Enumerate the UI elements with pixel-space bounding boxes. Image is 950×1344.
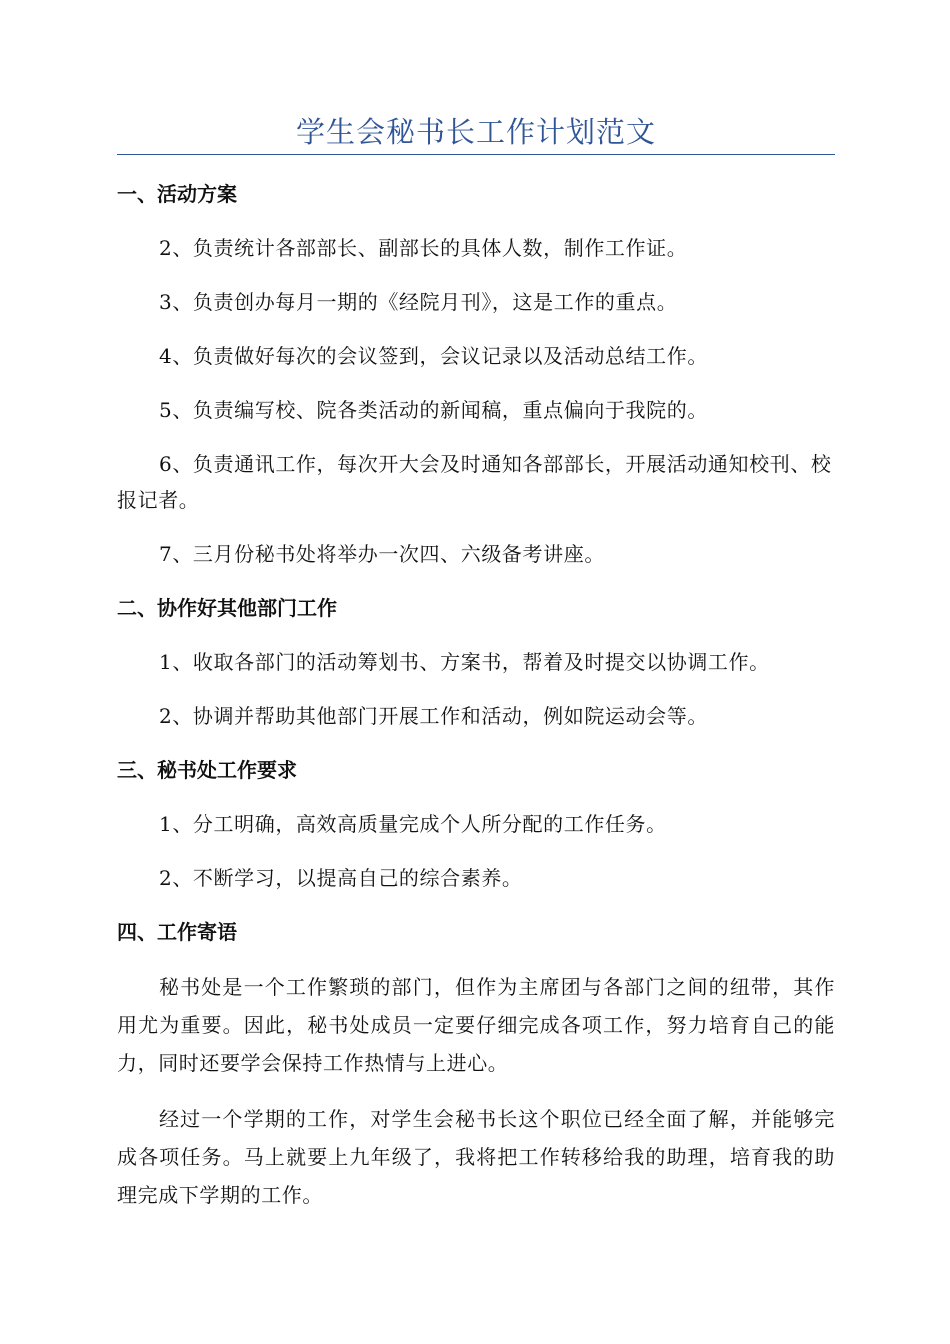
section-heading: 三、秘书处工作要求	[117, 758, 297, 782]
list-item: 4、负责做好每次的会议签到，会议记录以及活动总结工作。	[159, 344, 708, 368]
list-item: 5、负责编写校、院各类活动的新闻稿，重点偏向于我院的。	[159, 398, 708, 422]
list-item: 2、负责统计各部部长、副部长的具体人数，制作工作证。	[159, 236, 688, 260]
section-heading: 一、活动方案	[117, 182, 237, 206]
section-cooperation	[117, 590, 835, 734]
title-underline	[117, 154, 835, 155]
body-paragraph: 秘书处是一个工作繁琐的部门，但作为主席团与各部门之间的纽带，其作用尤为重要。因此，秘书处成员一定要仔细完成各项工作，努力培育自己的能力，同时还要学会保持工作热情与上进心。	[117, 975, 835, 1075]
list-item: 1、分工明确，高效高质量完成个人所分配的工作任务。	[159, 812, 667, 836]
list-item: 3、负责创办每月一期的《经院月刊》，这是工作的重点。	[159, 290, 678, 314]
list-item: 2、协调并帮助其他部门开展工作和活动，例如院运动会等。	[159, 704, 708, 728]
section-heading: 四、工作寄语	[117, 920, 237, 944]
document-title: 学生会秘书长工作计划范文	[295, 115, 656, 149]
list-item: 2、不断学习，以提高自己的综合素养。	[159, 866, 523, 890]
list-item: 1、收取各部门的活动筹划书、方案书，帮着及时提交以协调工作。	[159, 650, 770, 674]
section-activity-plan	[117, 176, 835, 572]
section-heading: 二、协作好其他部门工作	[117, 596, 337, 620]
body-paragraph: 经过一个学期的工作，对学生会秘书长这个职位已经全面了解，并能够完成各项任务。马上就要上九年级了，我将把工作转移给我的助理，培育我的助理完成下学期的工作。	[117, 1107, 835, 1207]
list-item: 7、三月份秘书处将举办一次四、六级备考讲座。	[159, 542, 605, 566]
section-closing-words	[117, 914, 835, 1214]
section-requirements	[117, 752, 835, 896]
document-body	[117, 176, 835, 1232]
list-item: 6、负责通讯工作，每次开大会及时通知各部部长，开展活动通知校刊、校报记者。	[117, 452, 832, 512]
